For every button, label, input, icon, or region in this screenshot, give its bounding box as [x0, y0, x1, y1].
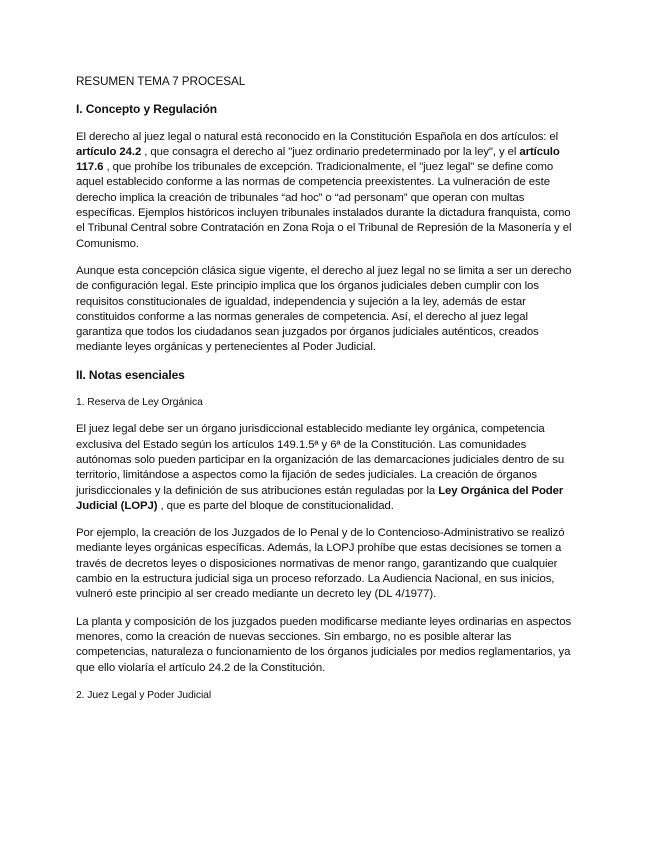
text-run: , que prohíbe los tribunales de excepción. Tradicionalmente, el "juez legal" se define como aquel establecido conforme a las normas de competencia preexistentes. La vulneración de este derecho implica la creación de tribunales “ad hoc” o “ad personam” que operan con multas específicas. Ejemplos históricos incluyen tribunales instalados durante la dictadura franquista, como el Tribunal Central sobre Contratación en Zona Roja o el Tribunal de Represión de la Masonería y el Comunismo. [76, 161, 572, 250]
paragraph-planta-composicion: La planta y composición de los juzgados pueden modificarse mediante leyes ordinarias en aspectos menores, como la creación de nuevas secciones. Sin embargo, no es posible alterar las competencias, naturaleza o funcionamiento de los órganos judiciales por medios reglamentarios, ya que ello violaría el artículo 24.2 de la Constitución. [76, 615, 572, 674]
text-run: El juez legal debe ser un órgano jurisdiccional establecido mediante ley orgánica, competencia exclusiva del Estado según los artículos 149.1.5ª y 6ª de la Constitución. Las comunidades autónomas solo pueden participar en la organización de las demarcaciones judiciales dentro de su territorio, limitándose a aspectos como la fijación de sedes judiciales. La creación de órganos jurisdiccionales y la definición de sus atribuciones están reguladas por la [76, 423, 565, 497]
paragraph-ejemplo-juzgados: Por ejemplo, la creación de los Juzgados de lo Penal y de lo Contencioso-Administrativo se realizó mediante leyes orgánicas específicas. Además, la LOPJ prohíbe que estas decisiones se tomen a través de decretos leyes o disposiciones normativas de menor rango, garantizando que cualquier cambio en la estructura judicial siga un proceso reforzado. La Audiencia Nacional, en sus inicios, vulneró este principio al ser creado mediante un decreto ley (DL 4/1977). [76, 527, 565, 601]
bold-article-117-6: artículo 117.6 [76, 145, 560, 174]
section-heading-concepto: I. Concepto y Regulación [76, 102, 217, 117]
subheading-juez-legal-poder-judicial: 2. Juez Legal y Poder Judicial [76, 689, 212, 701]
text-run: , que consagra el derecho al "juez ordinario predeterminado por la ley", y el [141, 145, 520, 158]
section-heading-notas: II. Notas esenciales [76, 367, 185, 382]
bold-article-24-2: artículo 24.2 [76, 145, 142, 158]
text-run: , que es parte del bloque de constitucionalidad. [157, 499, 394, 512]
subheading-reserva-ley: 1. Reserva de Ley Orgánica [76, 397, 203, 409]
document-body [76, 74, 576, 715]
text-run: El derecho al juez legal o natural está reconocido en la Constitución Española en dos artículos: el [76, 130, 559, 143]
bold-lopj: Ley Orgánica del Poder Judicial (LOPJ) [76, 484, 564, 512]
document-title: RESUMEN TEMA 7 PROCESAL [76, 74, 246, 88]
paragraph-reserva-ley-organica [76, 422, 576, 514]
paragraph-concepcion-clasica: Aunque esta concepción clásica sigue vigente, el derecho al juez legal no se limita a ser un derecho de configuración legal. Este principio implica que los órganos judiciales deben cumplir con los requisitos constitucionales de igualdad, independencia y sujeción a la ley, además de estar constituidos conforme a las normas generales de competencia. Así, el derecho al juez legal garantiza que todos los ciudadanos sean juzgados por órganos judiciales auténticos, creados mediante leyes orgánicas y pertenecientes al Poder Judicial. [76, 264, 572, 354]
paragraph-juez-legal-constitucion [76, 130, 576, 252]
